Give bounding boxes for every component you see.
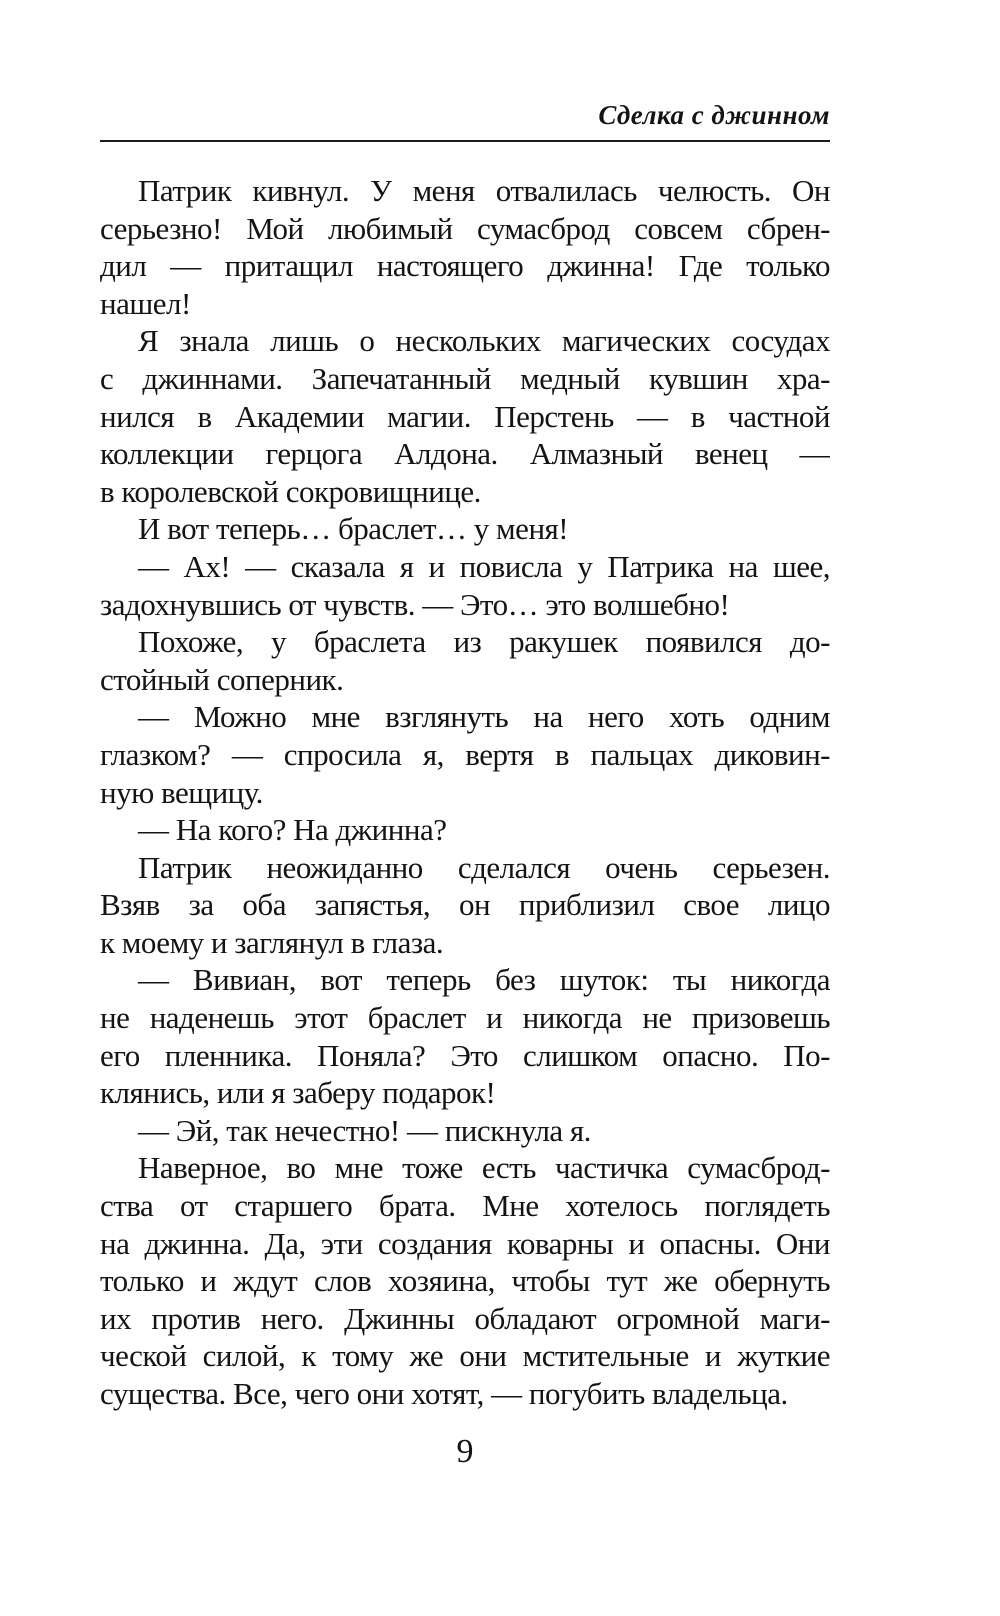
body-text-line: ства от старшего брата. Мне хотелось поглядеть: [100, 1188, 830, 1224]
body-text-line: на джинна. Да, эти создания коварны и опасны. Они: [100, 1225, 830, 1261]
body-text-line: Патрик кивнул. У меня отвалилась челюсть. Он: [138, 173, 830, 208]
body-text-line: Похоже, у браслета из ракушек появился до-: [138, 624, 830, 660]
body-text-line: задохнувшись от чувств. — Это… это волшебно!: [100, 586, 730, 622]
body-text-line: — Можно мне взглянуть на него хоть одним: [138, 699, 830, 735]
body-text-line: глазком? — спросила я, вертя в пальцах диковин-: [100, 736, 830, 772]
body-text-line: ную вещицу.: [100, 774, 263, 810]
body-text-line: только и ждут слов хозяина, чтобы тут же обернуть: [100, 1263, 830, 1299]
body-text-line: клянись, или я заберу подарок!: [100, 1075, 496, 1111]
body-text-line: серьезно! Мой любимый сумасброд совсем сбрен-: [100, 210, 830, 246]
header-rule: [100, 140, 830, 142]
body-text-line: — Вивиан, вот теперь без шуток: ты никогда: [138, 962, 830, 998]
body-text-line: не наденешь этот браслет и никогда не призовешь: [100, 1000, 830, 1036]
body-text-line: к моему и заглянул в глаза.: [100, 924, 444, 960]
body-text-line: И вот теперь… браслет… у меня!: [138, 511, 569, 547]
body-text-line: Я знала лишь о нескольких магических сосудах: [138, 323, 830, 359]
body-text-line: нился в Академии магии. Перстень — в частной: [100, 398, 830, 434]
body-text-line: — Эй, так нечестно! — пискнула я.: [138, 1112, 591, 1148]
body-text-line: Наверное, во мне тоже есть частичка сумасброд-: [138, 1150, 830, 1186]
body-text-line: — На кого? На джинна?: [138, 812, 447, 848]
body-text-line: Взяв за оба запястья, он приблизил свое лицо: [100, 887, 830, 923]
body-text-line: стойный соперник.: [100, 661, 344, 697]
body-text-line: — Ах! — сказала я и повисла у Патрика на шее,: [138, 548, 830, 584]
body-text-line: Патрик неожиданно сделался очень серьезен.: [138, 849, 830, 885]
body-text-line: дил — притащил настоящего джинна! Где только: [100, 248, 830, 284]
body-text-line: с джиннами. Запечатанный медный кувшин хра-: [100, 360, 830, 396]
body-text-line: в королевской сокровищнице.: [100, 473, 481, 509]
chapter-title: Сделка с джинном: [598, 100, 830, 130]
body-text-line: их против него. Джинны обладают огромной маги-: [100, 1300, 830, 1336]
body-text-line: его пленника. Поняла? Это слишком опасно. По-: [100, 1037, 830, 1073]
page-number: 9: [456, 1433, 474, 1470]
running-header: [100, 98, 830, 132]
body-text: [100, 172, 830, 1413]
body-text-line: ческой силой, к тому же они мстительные и жуткие: [100, 1338, 830, 1374]
body-text-line: нашел!: [100, 285, 191, 321]
body-text-line: существа. Все, чего они хотят, — погубить владельца.: [100, 1376, 788, 1411]
body-text-line: коллекции герцога Алдона. Алмазный венец —: [100, 436, 830, 472]
